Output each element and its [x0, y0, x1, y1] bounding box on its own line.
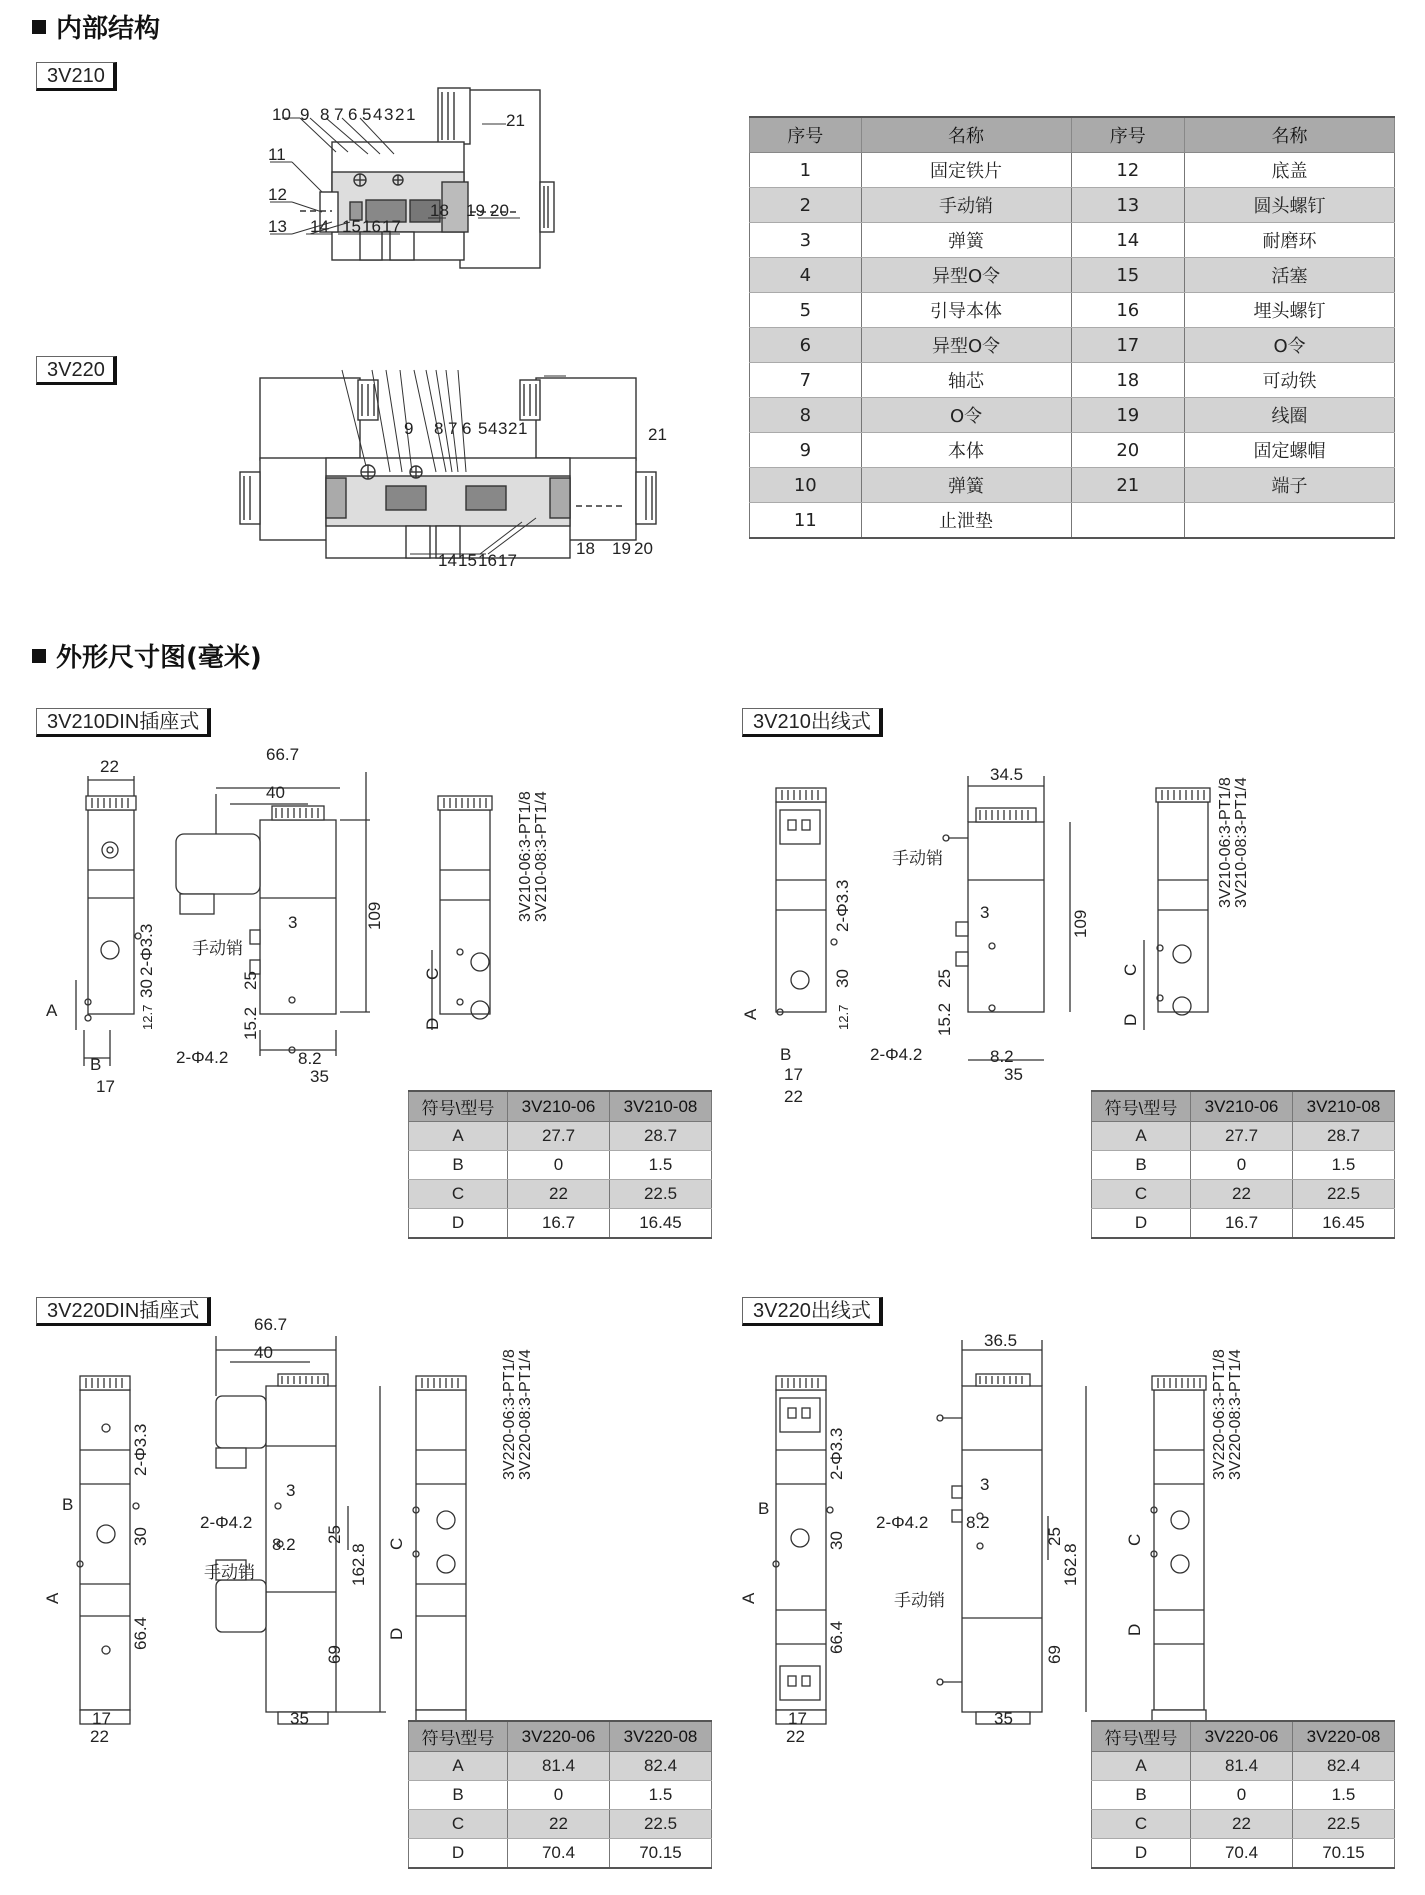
- cell: 端子: [1185, 468, 1395, 503]
- col-header: 序号: [1071, 117, 1185, 153]
- table-row: [750, 363, 1395, 398]
- cell: 81.4: [508, 1752, 610, 1781]
- col-header: 符号\型号: [1092, 1721, 1191, 1752]
- cell: 圆头螺钉: [1185, 188, 1395, 223]
- callout-5: 5: [478, 419, 488, 438]
- cell: 27.7: [508, 1122, 610, 1151]
- cell: B: [1092, 1151, 1191, 1180]
- dim-22: 22: [100, 757, 119, 776]
- dim-phi-4-2: 2-Φ4.2: [870, 1045, 923, 1064]
- callout-1: 1: [518, 419, 528, 438]
- cell: 弹簧: [861, 468, 1071, 503]
- dim-c: C: [1125, 1533, 1144, 1546]
- section-title: 内部结构: [56, 14, 161, 44]
- dim-c: C: [1121, 963, 1140, 976]
- cell: 12: [1071, 153, 1185, 188]
- cell: 13: [1071, 188, 1185, 223]
- cell: 引导本体: [861, 293, 1071, 328]
- dim-d: D: [387, 1627, 406, 1640]
- callout-14: 14: [438, 551, 457, 570]
- dim-66-4: 66.4: [827, 1620, 846, 1654]
- dim-8-2: 8.2: [298, 1049, 322, 1068]
- dim-34-5: 34.5: [990, 765, 1024, 784]
- dim-phi-4-2: 2-Φ4.2: [200, 1513, 253, 1532]
- cell: C: [1092, 1180, 1191, 1209]
- model-tag-3v210: 3V210: [36, 62, 117, 91]
- dim-22: 22: [786, 1727, 805, 1746]
- callout-8: 8: [320, 105, 330, 124]
- table-row: [750, 398, 1395, 433]
- dim-25: 25: [325, 1525, 344, 1544]
- drawing-3v210-wire: [740, 740, 1400, 1110]
- dim-35: 35: [1004, 1065, 1023, 1084]
- dim-b: B: [758, 1499, 770, 1518]
- dim-35: 35: [290, 1709, 309, 1728]
- dim-12-7: 12.7: [140, 1004, 155, 1030]
- table-row: [409, 1180, 712, 1209]
- dim-15-2: 15.2: [241, 1006, 260, 1040]
- cell: 82.4: [610, 1752, 712, 1781]
- cell: 70.4: [508, 1839, 610, 1869]
- dim-40: 40: [266, 783, 285, 802]
- cell: 17: [1071, 328, 1185, 363]
- dims-table-3v210-wire: [1091, 1090, 1395, 1239]
- table-row: [409, 1781, 712, 1810]
- table-row: [1092, 1810, 1395, 1839]
- block-title-3v220-wire: 3V220出线式: [742, 1297, 883, 1326]
- cell: B: [409, 1151, 508, 1180]
- dim-30: 30: [137, 979, 156, 998]
- cell: A: [409, 1122, 508, 1151]
- dims-table-3v210-din: [408, 1090, 712, 1239]
- port-label-06: 3V210-06:3-PT1/8: [1217, 777, 1234, 908]
- callout-2: 2: [395, 105, 405, 124]
- callout-18: 18: [430, 201, 449, 220]
- col-header: 符号\型号: [409, 1091, 508, 1122]
- dim-b: B: [90, 1055, 102, 1074]
- cell: O令: [1185, 328, 1395, 363]
- callout-13: 13: [268, 217, 287, 236]
- table-row: [750, 503, 1395, 539]
- cell: 22: [1191, 1180, 1293, 1209]
- label-manual-pin: 手动销: [892, 849, 943, 868]
- cell: 82.4: [1293, 1752, 1395, 1781]
- dim-a: A: [46, 1001, 58, 1020]
- cell: C: [409, 1810, 508, 1839]
- dim-phi-4-2: 2-Φ4.2: [876, 1513, 929, 1532]
- table-row: [750, 293, 1395, 328]
- cell: 8: [750, 398, 862, 433]
- cell: B: [1092, 1781, 1191, 1810]
- dims-table-3v220-din: [408, 1720, 712, 1869]
- dim-15-2: 15.2: [935, 1002, 954, 1036]
- cell: 耐磨环: [1185, 223, 1395, 258]
- dim-d: D: [1125, 1623, 1144, 1636]
- callout-20: 20: [490, 201, 509, 220]
- square-bullet-icon: [32, 20, 46, 34]
- dim-17: 17: [92, 1709, 111, 1728]
- col-header: 3V210-06: [508, 1091, 610, 1122]
- port-label-08: 3V210-08:3-PT1/4: [1233, 777, 1250, 908]
- square-bullet-icon: [32, 649, 46, 663]
- table-row: [1092, 1151, 1395, 1180]
- table-row: [409, 1752, 712, 1781]
- dims-table-3v220-wire: [1091, 1720, 1395, 1869]
- dim-109: 109: [1071, 909, 1090, 938]
- cell: 埋头螺钉: [1185, 293, 1395, 328]
- dim-a: A: [741, 1008, 760, 1020]
- cell: 1: [750, 153, 862, 188]
- dim-17: 17: [784, 1065, 803, 1084]
- callout-15: 15: [342, 217, 361, 236]
- col-header: 名称: [1185, 117, 1395, 153]
- callout-7: 7: [334, 105, 344, 124]
- col-header: 名称: [861, 117, 1071, 153]
- label-manual-pin: 手动销: [204, 1563, 255, 1582]
- cell: 手动销: [861, 188, 1071, 223]
- drawing-3v220-wire: [739, 1310, 1400, 1746]
- dim-phi-4-2: 2-Φ4.2: [176, 1048, 229, 1067]
- col-header: 3V220-06: [508, 1721, 610, 1752]
- dim-b: B: [62, 1495, 74, 1514]
- callout-12: 12: [268, 185, 287, 204]
- cell: 轴芯: [861, 363, 1071, 398]
- dim-c: C: [423, 967, 442, 980]
- dim-d: D: [1121, 1013, 1140, 1026]
- cell: 固定铁片: [861, 153, 1071, 188]
- port-label-06: 3V220-06:3-PT1/8: [1211, 1349, 1228, 1480]
- dim-d: D: [423, 1017, 442, 1030]
- cell: 异型O令: [861, 258, 1071, 293]
- section-heading-dimensions: [32, 637, 262, 674]
- callout-6: 6: [462, 419, 472, 438]
- dim-3: 3: [286, 1481, 296, 1500]
- cell: 70.15: [610, 1839, 712, 1869]
- col-header: 3V220-08: [610, 1721, 712, 1752]
- cell: 20: [1071, 433, 1185, 468]
- cell: 1.5: [610, 1151, 712, 1180]
- dim-12-7: 12.7: [836, 1004, 851, 1030]
- cell: 16.45: [1293, 1209, 1395, 1239]
- dim-36-5: 36.5: [984, 1331, 1018, 1350]
- table-row: [409, 1209, 712, 1239]
- cell: C: [1092, 1810, 1191, 1839]
- dim-phi-3-3: 2-Φ3.3: [137, 923, 156, 976]
- dim-66-4: 66.4: [131, 1616, 150, 1650]
- cell: A: [1092, 1122, 1191, 1151]
- callout-6: 6: [348, 105, 358, 124]
- dim-3: 3: [980, 903, 990, 922]
- dim-3: 3: [980, 1475, 990, 1494]
- cell: A: [409, 1752, 508, 1781]
- dim-phi-3-3: 2-Φ3.3: [131, 1423, 150, 1476]
- cell: 3: [750, 223, 862, 258]
- section-heading-internal: [32, 8, 160, 45]
- block-title-3v210-din: 3V210DIN插座式: [36, 708, 211, 737]
- callout-3: 3: [498, 419, 508, 438]
- callouts-3v220: [236, 418, 676, 588]
- callout-19: 19: [466, 201, 485, 220]
- cell: 70.15: [1293, 1839, 1395, 1869]
- cell: 线圈: [1185, 398, 1395, 433]
- port-label-08: 3V220-08:3-PT1/4: [1227, 1349, 1244, 1480]
- dim-30: 30: [827, 1531, 846, 1550]
- dim-162-8: 162.8: [349, 1543, 368, 1586]
- callout-2: 2: [508, 419, 518, 438]
- table-row: [1092, 1781, 1395, 1810]
- dim-b: B: [780, 1045, 792, 1064]
- dim-35: 35: [310, 1067, 329, 1086]
- cell: 异型O令: [861, 328, 1071, 363]
- cell: 2: [750, 188, 862, 223]
- cell: 1.5: [1293, 1151, 1395, 1180]
- dim-25: 25: [241, 971, 260, 990]
- cell: 22: [508, 1810, 610, 1839]
- cell: 22: [1191, 1810, 1293, 1839]
- cell: D: [409, 1209, 508, 1239]
- callout-9: 9: [404, 419, 414, 438]
- cell: 28.7: [610, 1122, 712, 1151]
- cell: 止泄垫: [861, 503, 1071, 539]
- table-row: [750, 153, 1395, 188]
- cell: 21: [1071, 468, 1185, 503]
- dim-35: 35: [994, 1709, 1013, 1728]
- table-row: [409, 1122, 712, 1151]
- cell: 22.5: [610, 1810, 712, 1839]
- table-row: [750, 188, 1395, 223]
- callout-7: 7: [448, 419, 458, 438]
- cell: 4: [750, 258, 862, 293]
- dim-25: 25: [935, 969, 954, 988]
- dim-8-2: 8.2: [990, 1047, 1014, 1066]
- parts-table-header: [750, 117, 1395, 153]
- callout-11: 11: [268, 145, 286, 164]
- col-header: 3V210-06: [1191, 1091, 1293, 1122]
- port-label-06: 3V220-06:3-PT1/8: [501, 1349, 518, 1480]
- label-manual-pin: 手动销: [192, 939, 243, 958]
- cell: 6: [750, 328, 862, 363]
- cell: 可动铁: [1185, 363, 1395, 398]
- dim-3: 3: [288, 913, 298, 932]
- drawing-3v210-din: [40, 740, 580, 1100]
- cell: [1185, 503, 1395, 539]
- table-row: [409, 1151, 712, 1180]
- cell: C: [409, 1180, 508, 1209]
- table-row: [750, 433, 1395, 468]
- callout-5: 5: [362, 105, 372, 124]
- cell: 5: [750, 293, 862, 328]
- callout-8: 8: [434, 419, 444, 438]
- dim-a: A: [739, 1592, 758, 1604]
- dim-40: 40: [254, 1343, 273, 1362]
- table-row: [1092, 1209, 1395, 1239]
- dim-162-8: 162.8: [1061, 1543, 1080, 1586]
- col-header: 序号: [750, 117, 862, 153]
- table-row: [750, 328, 1395, 363]
- dim-22: 22: [90, 1727, 109, 1746]
- cell: A: [1092, 1752, 1191, 1781]
- cell: 9: [750, 433, 862, 468]
- dim-17: 17: [788, 1709, 807, 1728]
- dim-66-7: 66.7: [254, 1315, 288, 1334]
- cell: D: [1092, 1209, 1191, 1239]
- cell: 弹簧: [861, 223, 1071, 258]
- cell: 16.7: [1191, 1209, 1293, 1239]
- cell: 底盖: [1185, 153, 1395, 188]
- cell: D: [1092, 1839, 1191, 1869]
- label-manual-pin: 手动销: [894, 1591, 945, 1610]
- cross-section-3v210: [270, 82, 630, 292]
- callout-16: 16: [362, 217, 381, 236]
- dim-17: 17: [96, 1077, 115, 1096]
- callout-10: 10: [272, 105, 291, 124]
- table-row: [1092, 1122, 1395, 1151]
- callout-17: 17: [498, 551, 517, 570]
- parts-table: [749, 116, 1395, 539]
- section-title: 外形尺寸图(毫米): [56, 643, 262, 673]
- cell: 0: [1191, 1781, 1293, 1810]
- dim-a: A: [43, 1592, 62, 1604]
- dim-30: 30: [833, 969, 852, 988]
- callout-19: 19: [612, 539, 631, 558]
- cell: 16: [1071, 293, 1185, 328]
- cell: 22.5: [1293, 1810, 1395, 1839]
- cell: 28.7: [1293, 1122, 1395, 1151]
- cell: 81.4: [1191, 1752, 1293, 1781]
- table-row: [750, 223, 1395, 258]
- cell: [1071, 503, 1185, 539]
- cell: 活塞: [1185, 258, 1395, 293]
- callout-15: 15: [458, 551, 477, 570]
- table-row: [1092, 1839, 1395, 1869]
- callout-1: 1: [406, 105, 416, 124]
- col-header: 3V210-08: [1293, 1091, 1395, 1122]
- drawing-3v220-din: [40, 1310, 580, 1746]
- cell: 本体: [861, 433, 1071, 468]
- dim-8-2: 8.2: [966, 1513, 990, 1532]
- callout-21: 21: [506, 111, 525, 130]
- cell: 16.7: [508, 1209, 610, 1239]
- table-row: [409, 1810, 712, 1839]
- cell: 22.5: [1293, 1180, 1395, 1209]
- cell: D: [409, 1839, 508, 1869]
- callout-4: 4: [373, 105, 383, 124]
- port-label-08: 3V220-08:3-PT1/4: [517, 1349, 534, 1480]
- callout-9: 9: [300, 105, 310, 124]
- cell: 1.5: [610, 1781, 712, 1810]
- table-row: [409, 1839, 712, 1869]
- cell: 0: [508, 1151, 610, 1180]
- cell: B: [409, 1781, 508, 1810]
- dim-8-2: 8.2: [272, 1535, 296, 1554]
- dim-25: 25: [1045, 1527, 1064, 1546]
- cell: 27.7: [1191, 1122, 1293, 1151]
- cell: 14: [1071, 223, 1185, 258]
- cell: 10: [750, 468, 862, 503]
- col-header: 符号\型号: [409, 1721, 508, 1752]
- callout-18: 18: [576, 539, 595, 558]
- dim-22: 22: [784, 1087, 803, 1106]
- col-header: 3V220-06: [1191, 1721, 1293, 1752]
- port-label-08: 3V210-08:3-PT1/4: [533, 791, 550, 922]
- callout-14: 14: [310, 217, 329, 236]
- callout-3: 3: [384, 105, 394, 124]
- col-header: 3V210-08: [610, 1091, 712, 1122]
- table-row: [750, 468, 1395, 503]
- cell: 1.5: [1293, 1781, 1395, 1810]
- dim-phi-3-3: 2-Φ3.3: [827, 1427, 846, 1480]
- cell: 19: [1071, 398, 1185, 433]
- cell: 15: [1071, 258, 1185, 293]
- dim-109: 109: [365, 901, 384, 930]
- block-title-3v220-din: 3V220DIN插座式: [36, 1297, 211, 1326]
- dim-30: 30: [131, 1527, 150, 1546]
- cell: O令: [861, 398, 1071, 433]
- table-row: [750, 258, 1395, 293]
- cell: 7: [750, 363, 862, 398]
- table-row: [1092, 1180, 1395, 1209]
- col-header: 3V220-08: [1293, 1721, 1395, 1752]
- cell: 0: [508, 1781, 610, 1810]
- dim-69: 69: [325, 1645, 344, 1664]
- model-tag-3v220: 3V220: [36, 356, 117, 385]
- cell: 70.4: [1191, 1839, 1293, 1869]
- cell: 22: [508, 1180, 610, 1209]
- cell: 18: [1071, 363, 1185, 398]
- cell: 11: [750, 503, 862, 539]
- cell: 16.45: [610, 1209, 712, 1239]
- cell: 22.5: [610, 1180, 712, 1209]
- callout-16: 16: [478, 551, 497, 570]
- dim-phi-3-3: 2-Φ3.3: [833, 879, 852, 932]
- dim-69: 69: [1045, 1645, 1064, 1664]
- table-row: [1092, 1752, 1395, 1781]
- dim-66-7: 66.7: [266, 745, 300, 764]
- col-header: 符号\型号: [1092, 1091, 1191, 1122]
- cell: 固定螺帽: [1185, 433, 1395, 468]
- callout-17: 17: [382, 217, 401, 236]
- cell: 0: [1191, 1151, 1293, 1180]
- dim-c: C: [387, 1537, 406, 1550]
- callout-20: 20: [634, 539, 653, 558]
- block-title-3v210-wire: 3V210出线式: [742, 708, 883, 737]
- callout-4: 4: [488, 419, 498, 438]
- port-label-06: 3V210-06:3-PT1/8: [517, 791, 534, 922]
- callout-21: 21: [648, 425, 667, 444]
